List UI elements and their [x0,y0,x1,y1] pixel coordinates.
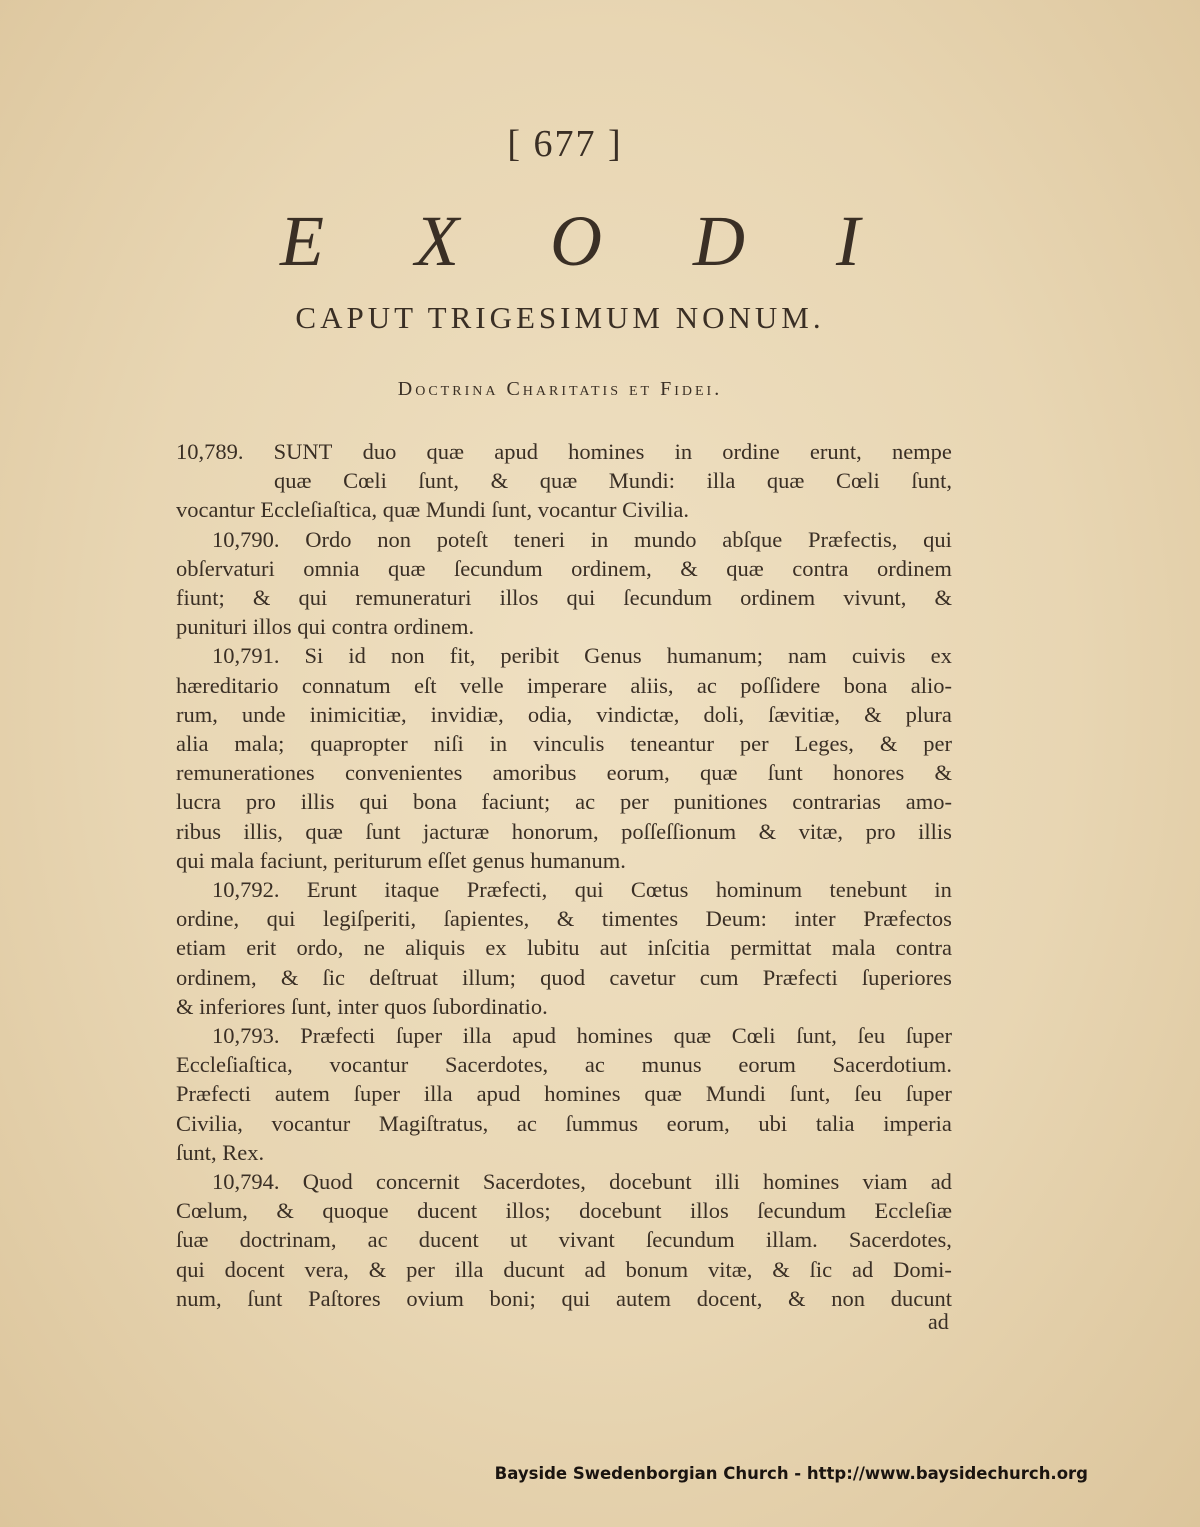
text-line: rum, unde inimicitiæ, invidiæ, odia, vindictæ, doli, ſævitiæ, & plura [176,701,952,727]
text-line: punituri illos qui contra ordinem. [176,614,475,640]
title-letter: I [835,201,860,281]
text-line: 10,793. Præfecti ſuper illa apud homines quæ Cœli ſunt, ſeu ſuper [212,1023,952,1049]
text-line: Civilia, vocantur Magiſtratus, ac ſummus eorum, ubi talia imperia [176,1110,952,1136]
text-line: hæreditario connatum eſt velle imperare aliis, ac poſſidere bona alio- [176,672,952,698]
body-text [176,437,952,1313]
text-line: obſervaturi omnia quæ ſecundum ordinem, & quæ contra ordinem [176,555,952,581]
text-line: num, ſunt Paſtores ovium boni; qui autem docent, & non ducunt [176,1285,952,1311]
footer-credit: Bayside Swedenborgian Church - http://www.baysidechurch.org [494,1464,1088,1483]
title-letter: E [280,201,324,281]
title-letter: X [414,201,459,281]
title-letter: O [549,201,602,281]
section-heading: Doctrina Charitatis et Fidei. [397,378,723,400]
text-line: 10,791. Si id non fit, peribit Genus humanum; nam cuivis ex [212,643,952,669]
text-line: quæ Cœli ſunt, & quæ Mundi: illa quæ Cœli ſunt, [274,468,952,494]
text-line: fiunt; & qui remuneraturi illos qui ſecundum ordinem vivunt, & [176,585,952,611]
title-letter: D [692,201,745,281]
text-line: remunerationes convenientes amoribus eorum, quæ ſunt honores & [176,760,952,786]
text-line: ordine, qui legiſperiti, ſapientes, & timentes Deum: inter Præfectos [176,906,952,932]
text-line: 10,792. Erunt itaque Præfecti, qui Cœtus hominum tenebunt in [212,877,952,903]
text-line: qui docent vera, & per illa ducunt ad bonum vitæ, & ſic ad Domi- [176,1256,952,1282]
book-title [280,200,860,283]
text-line: alia mala; quapropter niſi in vinculis teneantur per Leges, & per [176,731,952,757]
text-line: qui mala faciunt, periturum eſſet genus humanum. [176,847,626,873]
text-line: etiam erit ordo, ne aliquis ex lubitu aut inſcitia permittat mala contra [176,935,952,961]
text-line: Præfecti autem ſuper illa apud homines quæ Mundi ſunt, ſeu ſuper [176,1081,952,1107]
text-line: lucra pro illis qui bona faciunt; ac per punitiones contrarias amo- [176,789,952,815]
chapter-heading: CAPUT TRIGESIMUM NONUM. [295,300,825,335]
text-line: ſuæ doctrinam, ac ducent ut vivant ſecundum illam. Sacerdotes, [176,1227,952,1253]
page-number: [ 677 ] [507,123,623,165]
text-line: 10,794. Quod concernit Sacerdotes, docebunt illi homines viam ad [212,1169,952,1195]
text-line: ſunt, Rex. [176,1139,265,1165]
text-line: Cœlum, & quoque ducent illos; docebunt illos ſecundum Eccleſiæ [176,1198,952,1224]
text-line: ribus illis, quæ ſunt jacturæ honorum, poſſeſſionum & vitæ, pro illis [176,818,952,844]
text-line: 10,790. Ordo non poteſt teneri in mundo abſque Præfectis, qui [212,526,952,552]
text-line: vocantur Eccleſiaſtica, quæ Mundi ſunt, vocantur Civilia. [176,497,689,523]
text-line: ordinem, & ſic deſtruat illum; quod cavetur cum Præfecti ſuperiores [176,964,952,990]
text-line: & inferiores ſunt, inter quos ſubordinatio. [176,993,548,1019]
text-line: Eccleſiaſtica, vocantur Sacerdotes, ac munus eorum Sacerdotium. [176,1052,952,1078]
text-line: 10,789. SUNT duo quæ apud homines in ordine erunt, nempe [176,439,952,464]
catchword: ad [928,1309,949,1334]
